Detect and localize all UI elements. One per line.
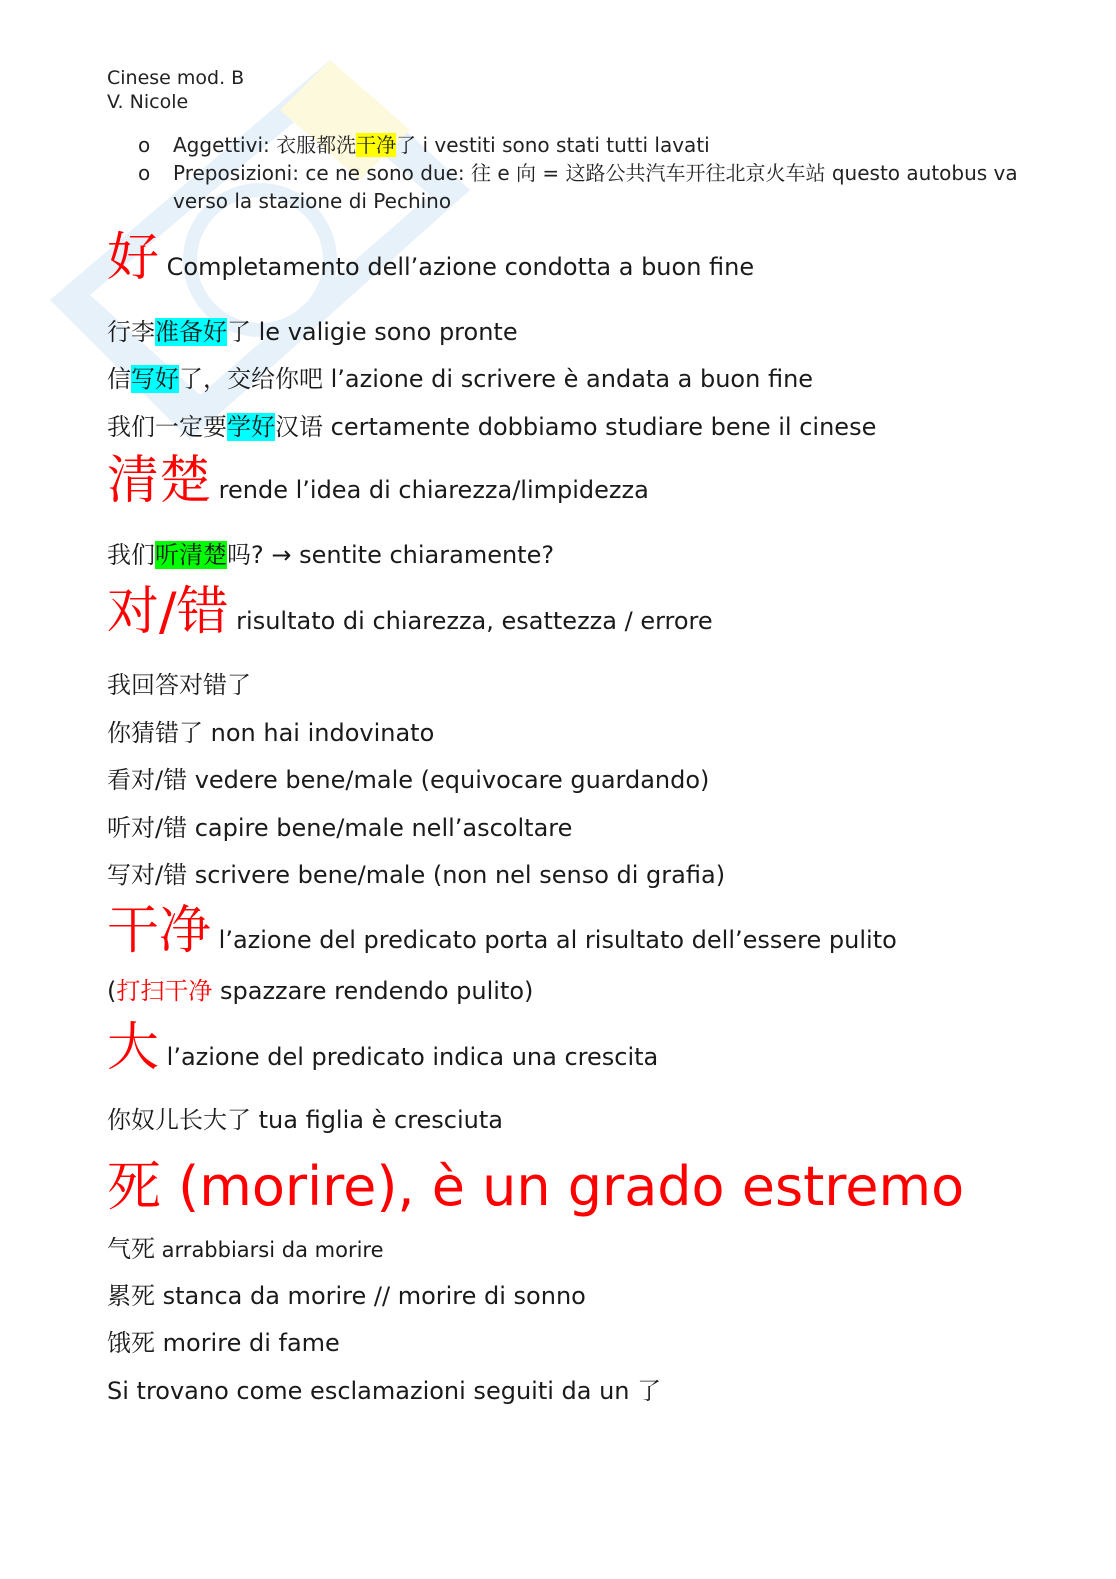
example-line: 你奴儿长大了 tua figlia è cresciuta — [107, 1106, 503, 1134]
heading-character: 大 — [107, 1018, 160, 1078]
example-line: 气死 arrabbiarsi da morire — [107, 1235, 384, 1263]
heading-character: 好 — [107, 228, 160, 288]
section-heading-da — [107, 1018, 659, 1078]
list-item — [138, 131, 1038, 159]
example-line: 我们一定要学好汉语 certamente dobbiamo studiare bene il cinese — [107, 413, 877, 441]
highlighted-term: 准备好 — [155, 318, 227, 346]
document-header — [107, 66, 244, 114]
bullet-text-prefix: Aggettivi: 衣服都洗 — [173, 133, 357, 157]
highlighted-term: 学好 — [227, 413, 275, 441]
highlighted-term: 听清楚 — [155, 541, 227, 569]
highlighted-term: 干净 — [356, 133, 397, 157]
heading-description: rende l’idea di chiarezza/limpidezza — [218, 476, 649, 504]
heading-description: l’azione del predicato porta al risultato dell’essere pulito — [218, 926, 897, 954]
example-line: 看对/错 vedere bene/male (equivocare guardando) — [107, 766, 710, 794]
example-line: 信写好了，交给你吧 l’azione di scrivere è andata a buon fine — [107, 365, 814, 393]
section-heading-qingchu — [107, 451, 649, 511]
example-line: 听对/错 capire bene/male nell’ascoltare — [107, 814, 573, 842]
heading-character: 清楚 — [107, 451, 212, 511]
heading-character: 干净 — [107, 901, 212, 961]
example-line: 我们听清楚吗? → sentite chiaramente? — [107, 541, 555, 569]
example-line: 写对/错 scrivere bene/male (non nel senso di grafia) — [107, 861, 726, 889]
bullet-text: Preposizioni: ce ne sono due: 往 e 向 = 这路公共汽车开往北京火车站 questo autobus va verso la stazione di Pechino — [173, 161, 1018, 213]
example-line: 累死 stanca da morire // morire di sonno — [107, 1282, 586, 1310]
section-heading-ganjing — [107, 901, 897, 961]
highlighted-term: 写好 — [131, 365, 179, 393]
section-heading-hao — [107, 228, 755, 288]
heading-description: Completamento dell’azione condotta a buon fine — [166, 253, 755, 281]
example-line: (打扫干净 spazzare rendendo pulito) — [107, 977, 534, 1005]
heading-character: 对/错 — [107, 582, 229, 642]
example-line: 我回答对错了 — [107, 671, 251, 699]
section-heading-duicuo — [107, 582, 713, 642]
heading-description: risultato di chiarezza, esattezza / errore — [236, 607, 713, 635]
bullet-marker: o — [138, 133, 151, 157]
example-line: 行李准备好了 le valigie sono pronte — [107, 318, 518, 346]
heading-description: l’azione del predicato indica una crescita — [166, 1043, 659, 1071]
example-line: Si trovano come esclamazioni seguiti da un 了 — [107, 1377, 662, 1405]
bullet-list — [138, 131, 1038, 215]
bullet-text-suffix: 了 i vestiti sono stati tutti lavati — [396, 133, 710, 157]
section-heading-si: 死 (morire), è un grado estremo — [107, 1155, 965, 1218]
example-line: 饿死 morire di fame — [107, 1329, 340, 1357]
author-name: V. Nicole — [107, 91, 189, 113]
course-title: Cinese mod. B — [107, 67, 245, 89]
bullet-marker: o — [138, 161, 151, 185]
list-item — [138, 159, 1038, 215]
red-term: 打扫干净 — [116, 977, 213, 1005]
example-line: 你猜错了 non hai indovinato — [107, 719, 435, 747]
